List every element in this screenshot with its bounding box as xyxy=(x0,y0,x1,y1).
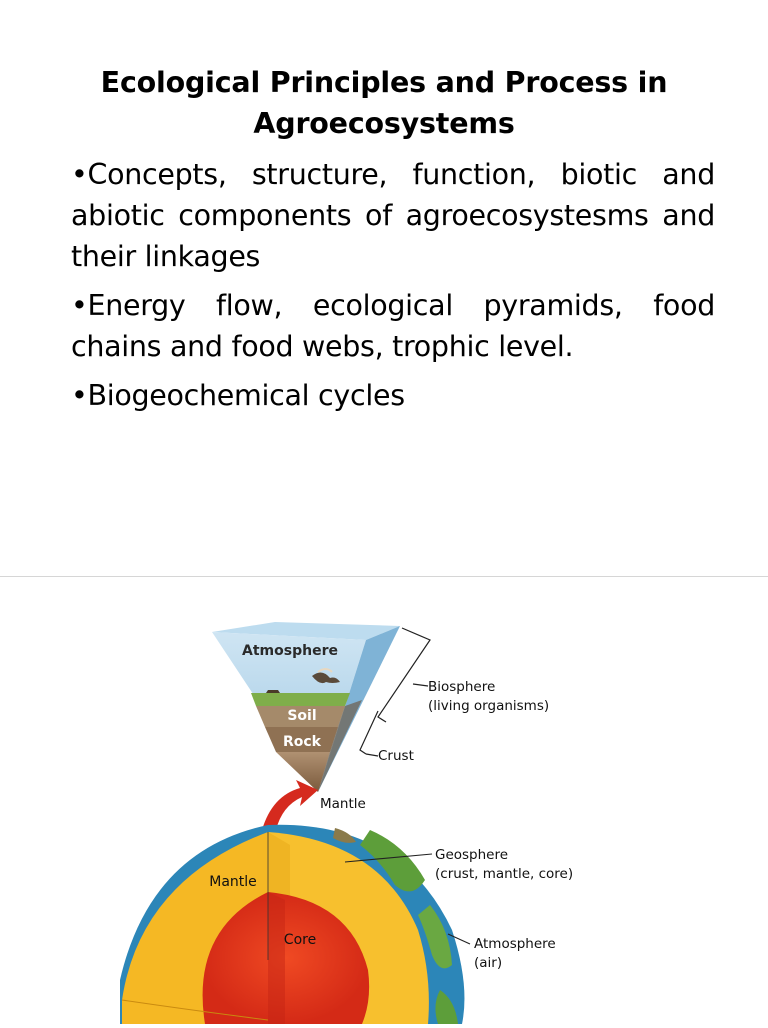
slide-2 xyxy=(0,577,768,1024)
wedge-label-rock: Rock xyxy=(282,734,322,750)
callout-crust: Crust xyxy=(378,748,414,764)
core-shade xyxy=(268,892,285,1024)
callout-geosphere-sub: (crust, mantle, core) xyxy=(435,866,574,882)
callout-geosphere: Geosphere xyxy=(435,847,509,863)
grass-band xyxy=(251,693,350,706)
zoom-arrow xyxy=(262,780,318,830)
animal-icon xyxy=(266,690,280,693)
earth-cutaway xyxy=(120,825,464,1024)
callout-mantle-top: Mantle xyxy=(320,796,366,812)
callout-biosphere-sub: (living organisms) xyxy=(428,698,550,714)
bullet-item: •Energy flow, ecological pyramids, food chains and food webs, trophic level. xyxy=(71,289,715,363)
bullet-item: •Biogeochemical cycles xyxy=(71,379,405,412)
earth-spheres-diagram xyxy=(0,577,768,1024)
earth-label-core: Core xyxy=(283,932,317,948)
earth-label-mantle: Mantle xyxy=(209,874,257,890)
bullet-item: •Concepts, structure, function, biotic and abiotic components of agroecosystesms and their linkages xyxy=(71,158,715,273)
callout-atmosphere: Atmosphere xyxy=(474,936,556,952)
callout-atmosphere-sub: (air) xyxy=(474,955,503,971)
wedge-label-atmosphere: Atmosphere xyxy=(242,643,338,659)
bullet-list xyxy=(71,154,715,424)
callout-biosphere: Biosphere xyxy=(428,679,496,695)
slide-title: Ecological Principles and Process in Agroecosystems xyxy=(100,66,668,140)
wedge-label-soil: Soil xyxy=(287,708,317,724)
